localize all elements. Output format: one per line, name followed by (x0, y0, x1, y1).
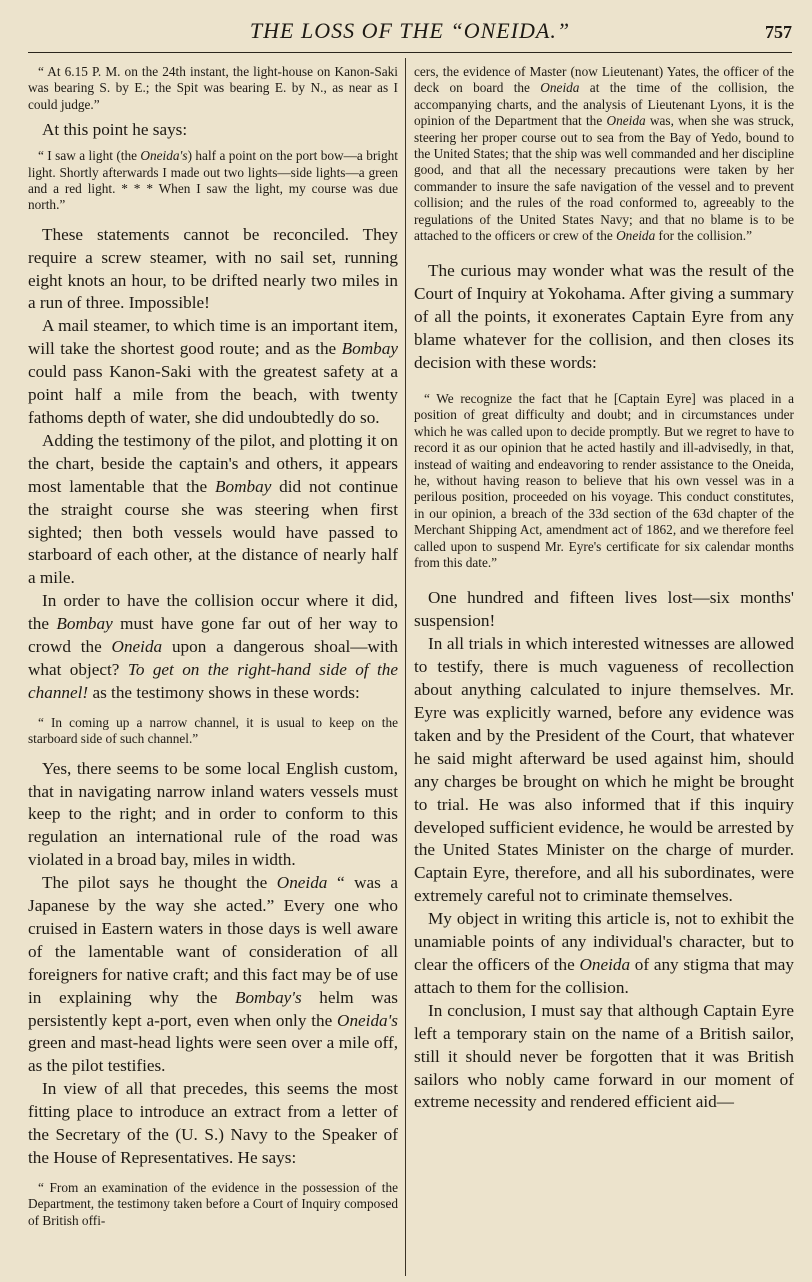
quote-paragraph: “ I saw a light (the Oneida's) half a point on the port bow—a bright light. Shortly afterwards I made out two lights—side lights—a green and a red light. * * * When I saw the light, my course was due north.” (28, 148, 398, 213)
body-paragraph: The pilot says he thought the Oneida “ was a Japanese by the way she acted.” Every one who cruised in Eastern waters in those days is well aware of the lamentable want of consideration of all foreigners for native craft; and this fact may be of use in explaining why the Bombay's helm was persistently kept a-port, even when only the Oneida's green and mast-head lights were seen over a mile off, as the pilot testifies. (28, 873, 398, 1076)
body-paragraph: Yes, there seems to be some local English custom, that in navigating narrow inland waters vessels must keep to the right; and in order to conform to this regulation an international rule of the road was violated in a broad bay, miles in width. (28, 758, 398, 870)
right-column (414, 64, 794, 1274)
page-number: 757 (765, 22, 792, 42)
body-paragraph: In conclusion, I must say that although Captain Eyre left a temporary stain on the name of a British sailor, still it should never be forgotten that it was British sailors who nobly came forward in our moment of extreme necessity and rendered efficient aid— (414, 1000, 794, 1112)
body-paragraph: In view of all that precedes, this seems the most fitting place to introduce an extract from a letter of the Secretary of the (U. S.) Navy to the Speaker of the House of Representatives. He says: (28, 1079, 398, 1167)
quote-paragraph: “ From an examination of the evidence in the possession of the Department, the testimony taken before a Court of Inquiry composed of British offi- (28, 1179, 398, 1228)
running-title: THE LOSS OF THE “ONEIDA.” (249, 18, 571, 43)
body-paragraph: These statements cannot be reconciled. They require a screw steamer, with no sail set, running eight knots an hour, to be drifted nearly two miles in a run of three. Impossible! (28, 224, 398, 313)
page-header (28, 18, 792, 48)
quote-paragraph: “ At 6.15 P. M. on the 24th instant, the light-house on Kanon-Saki was bearing S. by E.; the Spit was bearing E. by N., as near as I could judge.” (28, 64, 398, 112)
body-paragraph: In all trials in which interested witnesses are allowed to testify, there is much vagueness of recollection about anything calculated to injure themselves. Mr. Eyre was explicitly warned, before any evidence was taken and by the President of the Court, that whatever he said might afterward be used against him, should any charges be brought on which he might be brought to trial. He was also informed that if this inquiry developed sufficient evidence, he would be arrested by the United States Minister on the charge of murder. Captain Eyre, therefore, and all his subordinates, were extremely careful not to criminate themselves. (414, 634, 794, 906)
quote-paragraph: cers, the evidence of Master (now Lieutenant) Yates, the officer of the deck on board the Oneida at the time of the collision, the accompanying charts, and the analysis of Lieutenant Lyons, it is the opinion of the Department that the Oneida was, when she was struck, steering her proper course out to sea from the Bay of Yedo, bound to the United States; that the ship was well commanded and her discipline good, and that all the necessary precautions were taken by her commander to insure the safe navigation of the vessel and to prevent collision; and the rules of the road conformed to, agreeably to the regulations of the United States Navy; and that no blame is to be attached to the officers or crew of the Oneida for the collision.” (414, 64, 794, 244)
body-paragraph: My object in writing this article is, not to exhibit the unamiable points of any individual's character, but to clear the officers of the Oneida of any stigma that may attach to them for the collision. (414, 909, 794, 997)
body-paragraph: At this point he says: (42, 120, 188, 140)
body-paragraph: One hundred and fifteen lives lost—six months' suspension! (414, 588, 794, 631)
left-column (28, 64, 398, 1274)
body-paragraph: The curious may wonder what was the result of the Court of Inquiry at Yokohama. After giving a summary of all the points, it exonerates Captain Eyre from any blame whatever for the collision, and then closes its decision with these words: (414, 261, 794, 373)
column-divider (405, 58, 406, 1276)
body-paragraph: Adding the testimony of the pilot, and plotting it on the chart, beside the captain's and others, it appears most lamentable that the Bombay did not continue the straight course she was steering when first sighted; then both vessels would have passed to starboard of each other, at the distance of nearly half a mile. (28, 430, 398, 588)
quote-paragraph: “ In coming up a narrow channel, it is usual to keep on the starboard side of such channel.” (28, 714, 398, 747)
header-rule (28, 52, 792, 53)
body-paragraph: In order to have the collision occur where it did, the Bombay must have gone far out of her way to crowd the Oneida upon a dangerous shoal—with what object? To get on the right-hand side of the channel! as the testimony shows in these words: (28, 591, 398, 702)
quote-paragraph: “ We recognize the fact that he [Captain Eyre] was placed in a position of great difficulty and doubt; and in circumstances under which he was called upon to decide promptly. But we regret to have to record it as our opinion that he acted hastily and ill-advisedly, in that, instead of waiting and endeavoring to render assistance to the Oneida, he, without having reason to believe that his own vessel was in a perilous position, proceeded on his voyage. This conduct constitutes, in our opinion, a breach of the 33d section of the 63d chapter of the Merchant Shipping Act, amendment act of 1862, and we therefore feel called upon to suspend Mr. Eyre's certificate for six calendar months from this date.” (414, 391, 794, 571)
body-paragraph: A mail steamer, to which time is an important item, will take the shortest good route; and as the Bombay could pass Kanon-Saki with the greatest safety at a point half a mile from the beach, with twenty fathoms depth of water, she did undoubtedly do so. (28, 316, 398, 427)
